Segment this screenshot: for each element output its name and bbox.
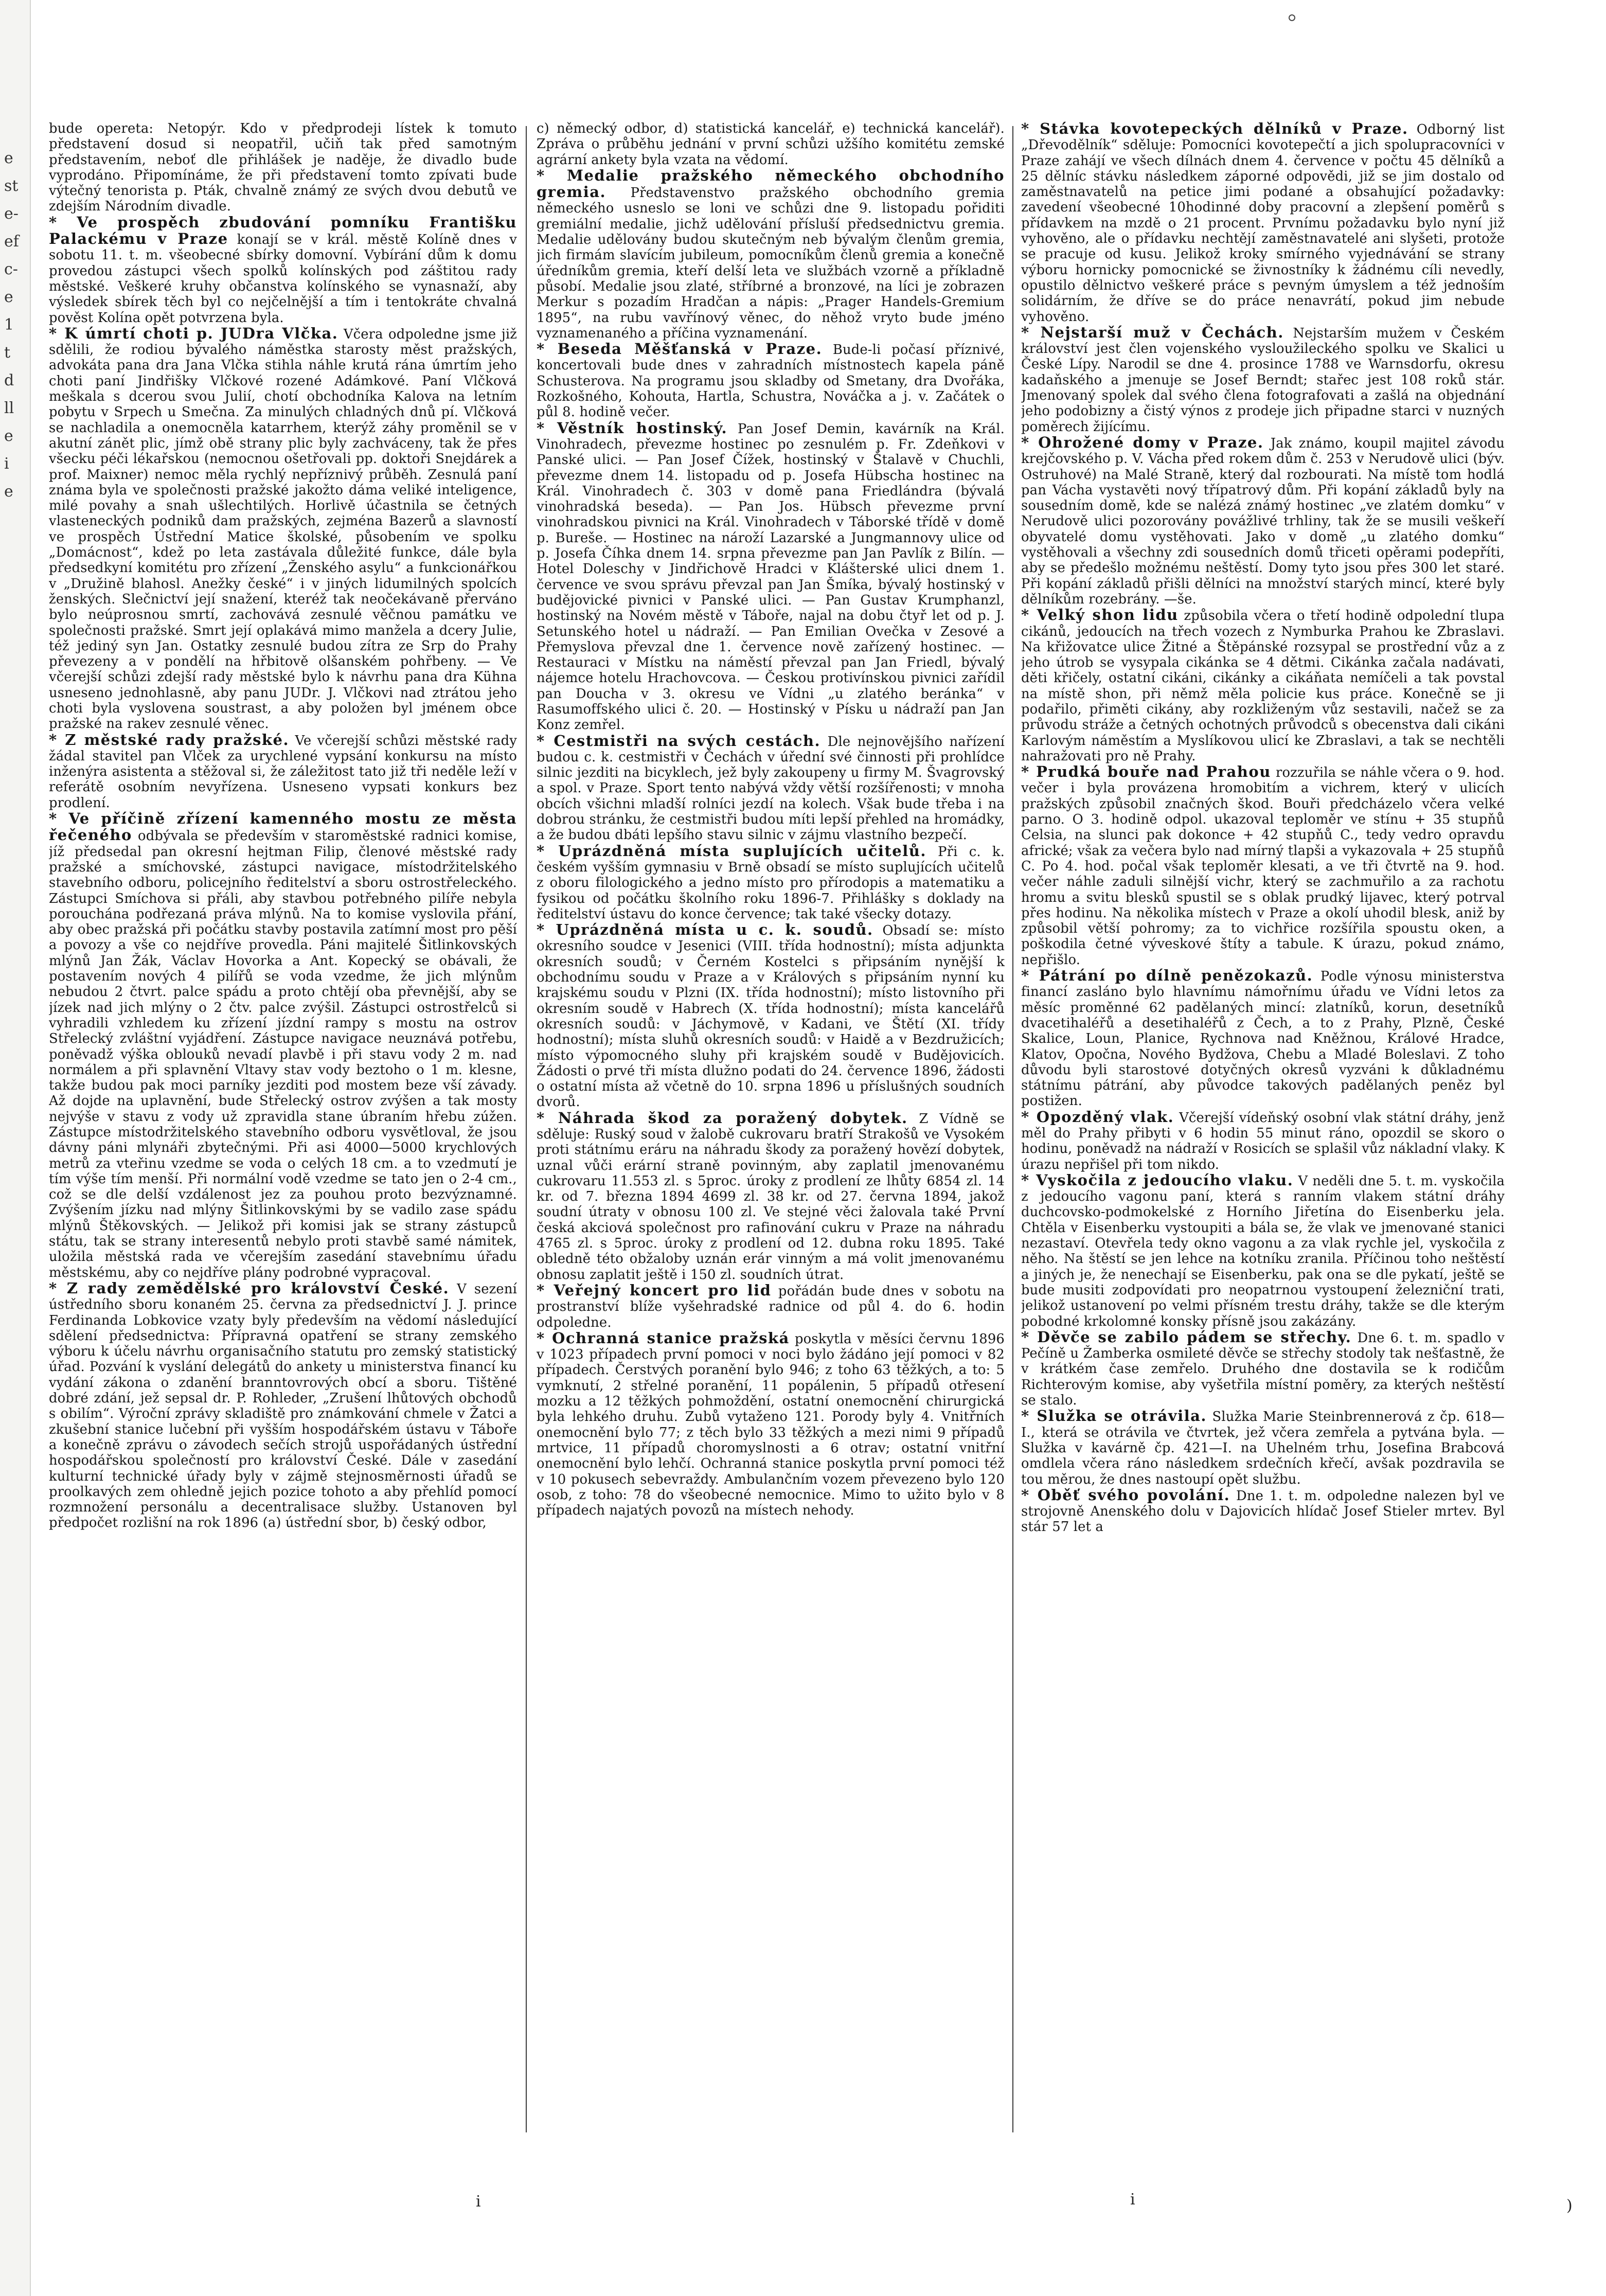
article-text: Včera odpoledne jsme již sdělili, že rodiou bývalého náměstka starosty měst pražských, advokáta pana dra Jana Vlčka stihla náhle krutá rána úmrtím jeho choti paní Jindřišky Vlčkové rozené Adámkové. Paní Vlčková meškala s dcerou svou Julií, chotí obchodníka Kalova na letním pobytu v Srpech u Smečna. Za minulých chladných dnů pí. Vlčková se nachladila a onemocněla katarrhem, kterýž záhy proměnil se v akutní zánět plic, jímž obě strany plic byly zachváceny, tak že přes všecku péči lékařskou (nemocnou ošetřovali pp. doktoři Snejdárek a prof. Maixner) nemoc měla rychlý nepříznivý průběh. Zesnulá paní známa byla ve společnosti pražské jakožto dáma veliké inteligence, milé povahy a snah ušlechtilých. Horlivě účastnila se četných vlasteneckých podniků dam pražských, zejména Bazerů a slavností ve prospěch Ústřední Matice školské, působením ve spolku „Domácnost“, kdež po leta zastávala důležité funkce, dále byla předsedkyní komitétu pro zřízení „Ženského asylu“ a funkcionářkou v „Družině blahosl. Anežky české“ i v jiných lidumilných spolcích ženských. Slečnictví její snažení, kteréž tak neočekávaně přerváno bylo neúprosnou smrtí, zachovává zesnulé věčnou památku ve společnosti pražské. Smrt její oplakává mimo manžela a dcery Julie, též jediný syn Jan. Ostatky zesnulé budou zítra ze Srp do Prahy převezeny a v pondělí na hřbitově olšanském pohřbeny. — Ve včerejší schůzi zdejší rady městské bylo k návrhu pana dra Kühna usneseno jednohlasně, aby panu JUDr. J. Vlčkovi nad ztrátou jeho choti byla vyslovena soustrast, a aby položen byl jménem obce pražské na rakev zesnulé věnec. <box>49 326 517 732</box>
article-paragraph <box>1021 1172 1505 1329</box>
article-headline: * Velký shon lidu <box>1021 606 1179 624</box>
article-headline: * Prudká bouře nad Prahou <box>1021 763 1271 781</box>
article-text: Jak známo, koupil majitel závodu krejčovského p. V. Vácha před rokem dům č. 253 v Nerudově ulici (býv. Ostruhové) na Malé Straně, který dal rozbourati. Na místě tom hodlá pan Vácha vystavěti nový třípatrový dům. Při kopání základů byly na sousedním domě, kde se nalézá známý hostinec „ve zlatém domku“ v Nerudově ulici pozorovány povážlivé trhliny, tak že se musili veškeří obyvatelé domu vystěhovati. Jako v domě „u zlatého domku“ vystěhovali a všechny zdi sousedních domů třiceti opěrami podepříti, aby se předešlo možnému neštěstí. Domy tyto jsou přes 300 let staré. Při kopání základů přišli dělníci na množství starých mincí, které byly dělníkům rozebrány. —še. <box>1021 435 1505 607</box>
article-text: Služka Marie Steinbrennerová z čp. 618—I., která se otrávila ve čtvrtek, jež včera zemřela a pytvána byla. — Služka v kavárně čp. 421—I. na Uhelném trhu, Josefina Brabcová omdlela včera ráno následkem srdečních křečí, avšak pozdravila se tou měrou, že dnes nastoupí opět službu. <box>1021 1409 1505 1487</box>
page-mark-right: ) <box>1566 2197 1573 2215</box>
article-headline: * Z městské rady pražské. <box>49 731 290 749</box>
article-text: poskytla v měsíci červnu 1896 v 1023 případech první pomoci v noci bylo žádáno její pomoci v 82 případech. Čerstvých poranění bylo 946; z toho 63 těžkých, a to: 5 vymknutí, 2 střelné poranění, 11 popálenin, 5 případů otřesení mozku a 12 těžkých pohmoždění, ostatní onemocnění chirurgická byla lehkého druhu. Zubů vytaženo 121. Porody byly 4. Vnitřních onemocnění bylo 77; z těch bylo 33 těžkých a mezi nimi 9 případů mrtvice, 11 případů choromyslnosti a 6 otrav; ostatní vnitřní onemocnění bylo lehčí. Ochranná stanice poskytla první pomoci též v 10 pokusech sebevraždy. Ambulančním vozem převezeno bylo 120 osob, z toho: 78 do všeobecné nemocnice. Mimo to užito bylo v 8 případech najatých povozů na místech nehody. <box>537 1331 1005 1519</box>
article-paragraph <box>49 732 517 811</box>
article-paragraph <box>537 121 1005 168</box>
article-paragraph <box>537 1110 1005 1283</box>
article-text: odbývala se především v staroměstské radnici komise, jíž předsedal pan okresní hejtman Filip, členové městské rady pražské a smíchovské, zástupci navigace, místodržitelského stavebního odboru, policejního ředitelství a sboru ostrostřeleckého. Zástupci Smíchova si přáli, aby stavbou potřebného pilíře nebyla porouchána podřezaná práva mlýnů. Na to komise vyslovila přání, aby obec pražská při počátku stavby postavila zatímní most pro pěší a povozy a vše co nejdříve provedla. Páni majitelé Šitlinkovských mlýnů Jan Žák, Václav Hovorka a Ant. Kopecký se obávali, že postavením nových 4 pilířů se voda vzedme, že jich mlýnům nebudou 2 čtvrt. palce spádu a proto chtějí oba převnější, aby se jízek nad jich mlýny o 2 čtv. palce zvýšil. Zástupci ostrostřelců si vyhradili vzhledem ku zřízení jízdní rampy s mostu na ostrov Střelecký zvláštní vyjádření. Zástupce navigace neuznává potřebu, poněvadž výška oblouků nevadí plavbě i při stavu vody 2 m. nad normálem a při splavnění Vltavy stav vody beztoho o 1 m. klesne, takže budou pak moci parníky jezditi pod mostem beze vší závady. Až dojde na uplavnění, bude Střelecký ostrov zvýšen a tak mosty nejvýše v stavu z vody už zpravidla stane úbraním hřebu zúžen. Zástupce místodržitelského stavebního odboru vysvětloval, že jsou dávny páni mlynáři zbytečnými. Při asi 4000—5000 krychlových metrů za vteřinu vzedme se voda o celých 18 cm. a to vzedmutí je tím výše tím menší. Při normální vodě vzedme se tato jen o 2-4 cm., což se dle delší vzdálenost jez za pouhou proto bezvýznamné. Zvýšením jízku nad mlýny Šitlinkovskými by se vadilo zase spádu mlýnů Štěkovských. — Jelikož při komisi jak se strany zástupců státu, tak se strany interesentů nebylo proti stavbě samé námitek, uložila městská rada ve včerejším zasedání stavebnímu úřadu městskému, aby co nejdříve plány podrobné vypracoval. <box>49 828 517 1280</box>
article-text: c) německý odbor, d) statistická kancelář, e) technická kancelář). Zpráva o průběhu jednání v první schůzi užšího komitétu zemské agrární ankety byla vzata na vědomí. <box>537 121 1005 168</box>
edge-letter: e <box>4 483 13 501</box>
article-paragraph <box>537 1283 1005 1330</box>
edge-letter: e <box>4 149 13 167</box>
edge-letter: ef <box>4 233 19 251</box>
edge-letter: 1 <box>4 316 14 334</box>
article-headline: * Ve příčině zřízení kamenného mostu ze města řečeného <box>49 810 517 844</box>
article-text: Představenstvo pražského obchodního gremia německého usneslo se loni ve schůzi dne 9. listopadu pořiditi gremiální medalie, jichž udělování přísluší předsednictvu gremia. Medalie udělovány budou skutečným neb bývalým členům gremia, jich firmám slavícím jubileum, pomocníkům členů gremia a konečně úředníkům gremia, kteří delší leta ve službách vzorně a příkladně působí. Medalie jsou zlaté, stříbrné a bronzové, na líci je zobrazen Merkur s pozadím Hradčan a nápis: „Prager Handels-Gremium 1895“, na rubu vavřínový věnec, do něhož vryto bude jméno vyznamenaného a příčina vyznamenání. <box>537 185 1005 341</box>
edge-letter: ll <box>4 399 14 417</box>
article-paragraph <box>537 922 1005 1110</box>
article-text: Dne 1. t. m. odpoledne nalezen byl ve strojovně Anenského dolu v Dajovicích hlídač Josef Stieler mrtev. Byl stár 57 let a <box>1021 1488 1505 1535</box>
article-text: konají se v král. městě Kolíně dnes v sobotu 11. t. m. všeobecné sbírky domovní. Vybírání dům k domu provedou zástupci všech spolků kolínských pod záštitou rady městské. Veškeré kruhy občanstva kolínského se vynasnaží, aby výsledek sbírek těch byl co nejčelnější a tím i tentokráte chvalná pověst Kolína opět potvrzena byla. <box>49 232 517 326</box>
article-headline: * Věstník hostinský. <box>537 419 728 437</box>
article-headline: * Uprázdněná místa u c. k. soudů. <box>537 921 873 939</box>
newspaper-page <box>49 121 1551 2143</box>
article-text: V sezení ústředního sboru konaném 25. června za předsednictví J. J. prince Ferdinanda Lobkovice vzaty byly především na vědomí následující sdělení předsednictva: Přípravná opatření se strany zemského výboru k účelu návrhu organisačního statutu pro zemský statistický úřad. Pozvání k vyslání delegátů do ankety u ministerstva financí ku vydání zákona o zdanění branntovrových obcí a sboru. Tištěné dobré zdání, jež sepsal dr. P. Rohleder, „Zrušení lhůtových obchodů s obilím“. Výroční zprávy skladiště pro známkování chmele v Žatci a zkušební stanice lučební při vyšším hospodářském ústavu v Táboře a konečně zprávu o závodech sečích strojů uspořádaných ústřední hospodářskou společností pro království České. Dále v zasedání kulturní technické úřady byly v zájmě stejnosměrnosti úřadů se proolkavých zem ohledně jejich pozice tohoto a aby přehlíd pomocí rozmnožení personálu a decentralisace služby. Ustanoven byl předpočet rozlišní na rok 1896 (a) ústřední sbor, b) český odbor, <box>49 1281 517 1531</box>
edge-letter: e- <box>4 205 19 223</box>
article-headline: * Veřejný koncert pro lid <box>537 1281 772 1299</box>
article-paragraph <box>49 215 517 326</box>
article-text: Včerejší vídeňský osobní vlak státní dráhy, jenž měl do Prahy přibyti v 6 hodin 55 minut ráno, opozdil se skoro o hodinu, poněvadž na nádraží v Rosicích se splašil vůz nákladní vlaky. K úrazu nepřišel při tom nikdo. <box>1021 1110 1505 1172</box>
article-headline: * Beseda Měšťanská v Praze. <box>537 340 823 358</box>
article-text: Nejstarším mužem v Českém království jest člen vojenského vysloužileckého spolku ve Skalici u České Lípy. Narodil se dne 4. prosince 1788 ve Warnsdorfu, okresu kadaňského a jmenuje se Josef Berndt; stařec jest 108 roků stár. Jmenovaný spolek dal svého člena fotografovati a zašlá na objednání jeho podobizny a čistý výnos z prodeje jich připadne starci v nuzných poměrech žijícímu. <box>1021 325 1505 435</box>
article-text: Ve včerejší schůzi městské rady žádal stavitel pan Vlček za urychlené vypsání konkursu na místo inženýra asistenta a stěžoval si, že záležitost tato již tři neděle leží v referátě osobním nevyřízena. Usneseno vypsati konkurs bez prodlení. <box>49 733 517 811</box>
article-text: Obsadí se: místo okresního soudce v Jesenici (VIII. třída hodnostní); místa adjunkta okresních soudů; v Černém Kostelci s připsáním nynější k obchodnímu soudu v Praze a v Králových s připsáním nynní ku krajskému soudu v Plzni (IX. třída hodnostní); místo listovního při okresním soudě v Habrech (X. třída hodnostní); místa kancelářů okresních soudů: v Jáchymově, v Kadani, ve Štětí (XI. třídy hodnostní); místa sluhů okresních soudů: v Haidě a v Bezdružicích; místo výpomocného sluhy při krajském soudě v Budějovicích. Žádosti o prvé tři místa dlužno podati do 24. července 1896, žádosti o ostatní místa až včetně do 10. srpna 1896 u příslušných soudních dvorů. <box>537 923 1005 1110</box>
article-text: Dle nejnovějšího nařízení budou c. k. cestmistři v Čechách v úřední své činnosti při prohlídce silnic jezditi na bicyklech, jež byly zakoupeny u firmy M. Švagrovský a spol. v Praze. Sport tento nabývá vždy větší rozšířenosti; v mnoha obcích všichni mladší rolníci jezdí na kolech. Však bude třeba i na dobrou stránku, že cestmistři budou míti lepší přehled na hromádky, a že budou dbáti lepšího stavu silnic v zájmu vlastního bezpečí. <box>537 734 1005 843</box>
article-text: Podle výnosu ministerstva financí zasláno bylo hlavnímu námořnímu úřadu ve Vídni letos za měsíc proměnné 62 padělaných mincí: zlatníků, korun, desetníků dvacetihaléřů a desetihaléřů z Čech, a to z Prahy, Plzně, České Skalice, Loun, Planice, Rychnova nad Kněžnou, Králové Hradce, Klatov, Opočna, Nového Bydžova, Chebu a Mladé Boleslavi. Z toho důvodu byli starostové dotyčných okresů vyzváni k důkladnému státnímu pátrání, aby původce takových padělaných peněz byl postižen. <box>1021 969 1505 1109</box>
article-headline: * Ohrožené domy v Praze. <box>1021 433 1264 451</box>
article-headline: * Ve prospěch zbudování pomníku Františku Palackému v Praze <box>49 213 517 248</box>
binding-edge <box>0 0 31 2296</box>
page-mark-left: i <box>476 2193 481 2211</box>
column-1 <box>49 121 517 2143</box>
article-text: pořádán bude dnes v sobotu na prostranství blíže vyšehradské radnice od půl 4. do 6. hodin odpoledne. <box>537 1283 1005 1330</box>
article-text: Odborný list „Dřevodělník“ sděluje: Pomocníci kovotepečtí a jich spolupracovníci v Praze zahájí ve všech dílnách dnem 4. července v počtu 45 dělníků a 25 dělníc stávku následkem záporné odpovědi, již se jim dostalo od zaměstnavatelů na petice jimi podané a obsahující požadavky: zavedení všeobecné 10hodinné doby pracovní a zlepšení poměrů s přídavkem na mzdě o 21 procent. Prvnímu požadavku bylo nyní již vyhověno, ale o přídavku nechtějí zaměstnavatelé ani slyšeti, protože se pracuje od kusu. Jelikož kroky smírného vyjednávání se strany výboru hornicky pomocnické se živnostníky k žádnému cíli nevedly, opustilo dělnictvo veškeré práce s pevným úmyslem a též jednoším solidárním, že dříve se do práce nenavrátí, pokud jim nebude vyhověno. <box>1021 122 1505 325</box>
article-paragraph <box>1021 121 1505 325</box>
article-paragraph <box>1021 325 1505 435</box>
article-paragraph <box>537 733 1005 843</box>
column-2 <box>537 121 1005 2143</box>
article-paragraph <box>537 341 1005 420</box>
article-paragraph <box>49 1280 517 1531</box>
edge-letter: d <box>4 371 14 389</box>
article-headline: * Cestmistři na svých cestách. <box>537 732 821 750</box>
article-headline: * Opozděný vlak. <box>1021 1108 1174 1126</box>
article-paragraph <box>1021 435 1505 607</box>
article-headline: * Ochranná stanice pražská <box>537 1329 790 1347</box>
article-headline: * Uprázdněná místa suplujících učitelů. <box>537 842 926 860</box>
page-mark-middle: i <box>1130 2191 1135 2209</box>
article-paragraph <box>537 420 1005 733</box>
edge-letter: c- <box>4 260 18 278</box>
article-text: V neděli dne 5. t. m. vyskočila z jedoucího vagonu paní, která s ranním vlakem státní dráhy duchcovsko-podmokelské z Horního Jiřetína do Eisenberku jela. Chtěla v Eisenberku vystoupiti a bála se, že vlak ve jmenované stanici nezastaví. Otevřela tedy okno vagonu a za vlak rychle jel, vyskočila z něho. Na štěstí se jen lehce na kotníku zranila. Příčinou toho neštěstí a jiných je, že nenechají se Eisenberku, pak ona se dle pykatí, ještě se bude musiti zodpovídati pro neopatrnou vystoupení železniční trati, jelikož ustanovení po velmi přísném trestu dráhy, takže se dle kterým pobodné krkolomné konsky přísně jsou zakázány. <box>1021 1173 1505 1329</box>
column-rule <box>526 126 527 2132</box>
article-headline: * Medalie pražského německého obchodního gremia. <box>537 166 1005 201</box>
corner-dot <box>1289 14 1295 21</box>
article-headline: * Pátrání po dílně penězokazů. <box>1021 967 1313 985</box>
article-paragraph <box>1021 607 1505 764</box>
article-text: Bude-li počasí příznivé, koncertovali bude dnes v zahradních místnostech kapela páně Schusterova. Na programu jsou skladby od Smetany, dra Dvořáka, Rozkošného, Kohouta, Hartla, Schustra, Nováčka a j. v. Začátek o půl 8. hodině večer. <box>537 342 1005 420</box>
article-paragraph <box>1021 1329 1505 1408</box>
edge-letter: e <box>4 288 13 306</box>
article-headline: * K úmrtí choti p. JUDra Vlčka. <box>49 324 338 342</box>
article-headline: * Služka se otrávila. <box>1021 1407 1207 1425</box>
article-headline: * Vyskočila z jedoucího vlaku. <box>1021 1171 1294 1189</box>
article-paragraph <box>1021 1109 1505 1172</box>
article-paragraph <box>49 121 517 215</box>
article-headline: * Stávka kovotepeckých dělníků v Praze. <box>1021 121 1408 137</box>
article-paragraph <box>1021 1408 1505 1487</box>
article-paragraph <box>1021 1487 1505 1535</box>
article-paragraph <box>49 326 517 732</box>
edge-letter: i <box>4 455 9 473</box>
article-paragraph <box>537 1330 1005 1519</box>
article-paragraph <box>1021 968 1505 1109</box>
article-text: způsobila včera o třetí hodině odpolední tlupa cikánů, jedoucích na třech vozech z Nymburka Prahou ke Zbraslavi. Na křižovatce ulice Žitné a Štěpánské rozsypal se prostřední vůz a z jeho útrob se vysypala cikánka se 4 dětmi. Cikánka začala nadávati, děti křičely, ostatní cikáni, cikánky a cikáňata nemíčeli a tak povstal na místě shon, při němž měla policie kus práce. Konečně se ji podařilo, přiměti cikány, aby rozkliženým vůz sestavili, načež se za průvodu stráže a četných ochotných průvodců s obecenstva dali cikáni Karlovým náměstím a Myslíkovou ulicí ke Zbraslavi, a tak se nechtěli nahražovati pro ně Prahy. <box>1021 608 1505 764</box>
article-paragraph <box>49 811 517 1280</box>
article-paragraph <box>537 168 1005 341</box>
article-paragraph <box>537 843 1005 922</box>
article-text: Dne 6. t. m. spadlo v Pečíně u Žamberka osmileté děvče se střechy stodoly tak nešťastně, že v krátkém čase zemřelo. Druhého dne dostavila se k rodičům Richterovým komise, aby vyšetřila místní poměry, za kterých neštěstí se stalo. <box>1021 1330 1505 1409</box>
column-rule <box>1012 126 1013 2132</box>
edge-letter: st <box>4 177 19 195</box>
article-headline: * Nejstarší muž v Čechách. <box>1021 323 1284 341</box>
article-text: bude opereta: Netopýr. Kdo v předprodeji lístek k tomuto představení dosud si neopatřil, učiň tak před samotným představením, neboť dle přihlášek je naděje, že divadlo bude vyprodáno. Připomínáme, že při představení tomto zpívati bude výtečný tenorista p. Pták, chvalně známý ze svých dvou debutů ve zdejším Národním divadle. <box>49 121 517 215</box>
article-headline: * Děvče se zabilo pádem se střechy. <box>1021 1328 1352 1346</box>
article-text: Pan Josef Demin, kavárník na Král. Vinohradech, převezme hostinec po zesnulém p. Fr. Zdeňkovi v Panské ulici. — Pan Josef Čížek, hostinský v Štalavě v Chuchli, převezme dnem 14. listopadu od p. Josefa Hübscha hostinec na Král. Vinohradech č. 303 v domě pana Friedlándra (bývalá vinohradská beseda). — Pan Jos. Hübsch převezme první vinohradskou pivnici na Král. Vinohradech v Táborské třídě v domě p. Bureše. — Hostinec na nároží Lazarské a Jungmannovy ulice od p. Josefa Číhka dnem 14. srpna převezme pan Jan Pavlík z Bilín. — Hotel Doleschy v Jindřichově Hradci v Klášterské ulici dnem 1. července ve svou správu převzal pan Jan Šmíka, bývalý hostinský v budějovické pivnici v Panské ulici. — Pan Gustav Krumphanzl, hostinský na Novém městě v Táboře, najal na dobu čtyř let od p. J. Setunského hotel u nádraží. — Pan Emilian Ovečka v Zesové a Přemyslova převzal dne 1. července nově zařízený hostinec. — Restauraci v Místku na náměstí převzal pan Jan Friedl, bývalý nájemce hotelu Hrachovcova. — Českou protivínskou pivnici zařídil pan Doucha v 3. okresu ve Vídni „u zlatého beránka“ v Rasumoffského ulici č. 20. — Hostinský v Písku u nádraží pan Jan Konz zemřel. <box>537 421 1005 733</box>
article-text: Z Vídně se sděluje: Ruský soud v žalobě cukrovaru bratří Strakošů ve Vysokém proti státnímu eráru na náhradu škody za poražený hovězí dobytek, uznal vůči erární straně povinným, aby zaplatil jmenovanému cukrovaru 11.553 zl. s 5proc. úroky z prodlení ze lhůty 6854 zl. 14 kr. od 7. března 1894 4699 zl. 38 kr. od 27. června 1894, jakož soudní útraty v obnosu 100 zl. Ve stejné věci žalovala také První česká akciová společnost pro rafinování cukru v Praze na náhradu 4765 zl. s 5proc. úroky z prodlení od 12. dubna roku 1895. Také obledně této obžaloby uznán erár vinným a má volit jmenovanému obnosu zaplatit ještě i 150 zl. soudních útrat. <box>537 1111 1005 1283</box>
article-headline: * Oběť svého povolání. <box>1021 1486 1230 1504</box>
edge-letter: e <box>4 427 13 445</box>
edge-letter: t <box>4 344 11 362</box>
column-3 <box>1021 121 1505 2143</box>
article-text: Při c. k. českém vyšším gymnasiu v Brně obsadí se místo suplujících učitelů z oboru filologického a jedno místo pro přírodopis a matematiku a fysikou od počátku školního roku 1896-7. Přihlášky s doklady na ředitelství ústavu do konce července; tak také všecky dotazy. <box>537 844 1005 922</box>
article-text: rozzuřila se náhle včera o 9. hod. večer i byla provázena hromobitím a vichrem, který v ulicích pražských způsobil značných škod. Bouři předcházelo včera velké parno. O 3. hodině odpol. ukazoval teploměr ve stínu + 35 stupňů Celsia, na slunci pak dokonce + 42 stupňů C., tedy vedro opravdu africké; však za večera bylo nad mírný tlapši a vykazovala + 25 stupňů C. Po 4. hod. počal však teploměr klesati, a ve tři čtvrtě na 9. hod. večer náhle zaduli silnější vichr, který se zachmuřilo a za rachotu hromu a svitu blesků spustil se s oblak prudký lijavec, který potrval přes hodinu. Na několika místech v Praze a okolí uhodil blesk, aniž by způsobil větší pohromy; za to vichřice rozšířila spoustu oken, a poškodila četné výveskové štíty a tabule. K úrazu, pokud známo, nepřišlo. <box>1021 765 1505 968</box>
article-headline: * Náhrada škod za poražený dobytek. <box>537 1109 908 1127</box>
article-paragraph <box>1021 764 1505 968</box>
article-headline: * Z rady zemědělské pro království České. <box>49 1279 450 1297</box>
